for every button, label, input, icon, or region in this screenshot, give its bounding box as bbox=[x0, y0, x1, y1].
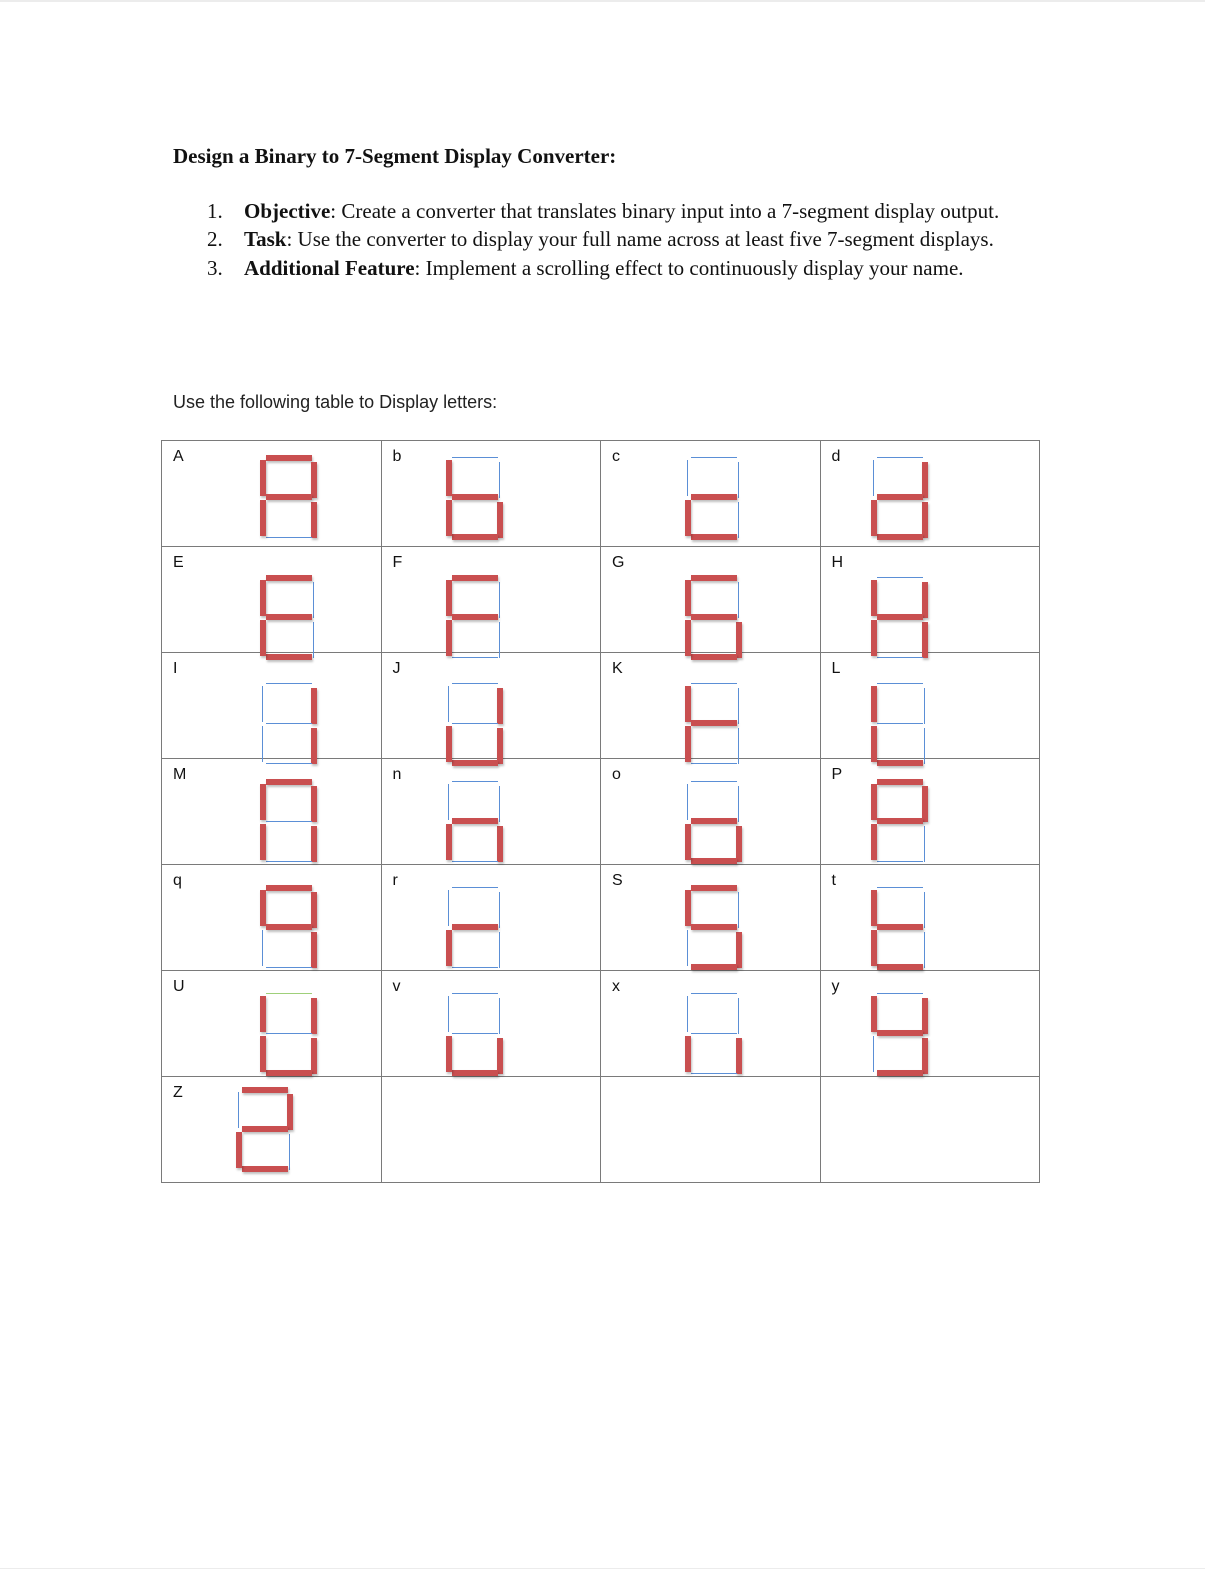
segment-c-on bbox=[736, 826, 742, 862]
segment-g-on bbox=[877, 494, 923, 500]
segment-g-on bbox=[877, 818, 923, 824]
segment-e-on bbox=[260, 1036, 266, 1072]
segment-a-off bbox=[691, 993, 737, 994]
segment-c-on bbox=[736, 1038, 742, 1074]
seven-segment-display bbox=[687, 683, 741, 765]
segment-a-on bbox=[266, 455, 312, 461]
task-label: Task bbox=[244, 227, 287, 251]
seven-segment-display bbox=[262, 577, 316, 659]
letter-label: r bbox=[392, 872, 398, 889]
letter-label: n bbox=[392, 766, 402, 783]
letter-cell-S bbox=[601, 865, 821, 971]
seven-segment-display bbox=[262, 683, 316, 765]
empty-cell bbox=[381, 1077, 601, 1183]
segment-f-off bbox=[873, 460, 874, 496]
segment-b-off bbox=[738, 688, 739, 724]
segment-c-on bbox=[311, 1038, 317, 1074]
letter-label: t bbox=[831, 872, 836, 889]
segment-b-off bbox=[313, 582, 314, 618]
segment-d-on bbox=[691, 858, 737, 864]
letter-cell-c bbox=[601, 441, 821, 547]
segment-f-on bbox=[260, 996, 266, 1032]
segment-e-on bbox=[685, 500, 691, 536]
letter-label: L bbox=[831, 660, 841, 677]
segment-c-on bbox=[311, 826, 317, 862]
segment-b-on bbox=[311, 786, 317, 822]
segment-b-on bbox=[922, 786, 928, 822]
letter-cell-n bbox=[381, 759, 601, 865]
segment-a-off bbox=[691, 457, 737, 458]
segment-g-on bbox=[877, 924, 923, 930]
segment-g-on bbox=[877, 1030, 923, 1036]
table-row bbox=[162, 865, 1040, 971]
seven-segment-display bbox=[873, 781, 927, 863]
seven-segment-display bbox=[873, 683, 927, 765]
segment-a-off bbox=[877, 683, 923, 684]
seven-segment-display bbox=[687, 887, 741, 969]
segment-d-on bbox=[452, 534, 498, 540]
segment-a-off bbox=[691, 781, 737, 782]
segment-e-on bbox=[446, 824, 452, 860]
seven-segment-display bbox=[238, 1089, 292, 1171]
seven-segment-display bbox=[687, 781, 741, 863]
segment-b-off bbox=[499, 786, 500, 822]
segment-b-on bbox=[497, 688, 503, 724]
letter-cell-L bbox=[820, 653, 1040, 759]
segment-b-on bbox=[311, 998, 317, 1034]
segment-e-on bbox=[871, 500, 877, 536]
segment-d-off bbox=[266, 861, 312, 862]
letter-cell-G bbox=[601, 547, 821, 653]
segment-f-off bbox=[687, 460, 688, 496]
letter-cell-U bbox=[162, 971, 382, 1077]
segment-a-off bbox=[877, 993, 923, 994]
segment-a-on bbox=[452, 575, 498, 581]
seven-segment-display bbox=[262, 993, 316, 1075]
empty-cell bbox=[601, 1077, 821, 1183]
segment-f-on bbox=[871, 686, 877, 722]
segment-e-on bbox=[446, 620, 452, 656]
segment-f-off bbox=[687, 784, 688, 820]
segment-g-on bbox=[691, 924, 737, 930]
seven-segment-display bbox=[687, 457, 741, 539]
table-row bbox=[162, 759, 1040, 865]
task-number: 1. bbox=[207, 199, 223, 223]
segment-a-on bbox=[877, 779, 923, 785]
letter-cell-o bbox=[601, 759, 821, 865]
segment-a-off bbox=[266, 683, 312, 684]
letter-cell-t bbox=[820, 865, 1040, 971]
seven-segment-display bbox=[448, 993, 502, 1075]
segment-b-off bbox=[499, 462, 500, 498]
segment-e-on bbox=[685, 726, 691, 762]
seven-segment-display bbox=[873, 993, 927, 1075]
segment-e-on bbox=[446, 500, 452, 536]
segment-a-on bbox=[691, 575, 737, 581]
page-title: Design a Binary to 7-Segment Display Converter: bbox=[173, 144, 617, 168]
task-text: : Create a converter that translates binary input into a 7-segment display output. bbox=[330, 199, 1000, 223]
segment-d-on bbox=[691, 964, 737, 970]
segment-e-on bbox=[871, 726, 877, 762]
segment-d-on bbox=[877, 1070, 923, 1076]
seven-segment-display bbox=[262, 457, 316, 539]
task-number: 2. bbox=[207, 227, 223, 251]
letter-label: F bbox=[392, 554, 403, 571]
letter-cell-x bbox=[601, 971, 821, 1077]
segment-e-on bbox=[446, 726, 452, 762]
segment-f-off bbox=[448, 890, 449, 926]
segment-b-off bbox=[499, 582, 500, 618]
segment-g-off bbox=[452, 723, 498, 724]
task-label: Objective bbox=[244, 199, 331, 223]
segment-g-on bbox=[452, 818, 498, 824]
segment-g-on bbox=[691, 720, 737, 726]
letter-cell-b bbox=[381, 441, 601, 547]
segment-e-off bbox=[873, 1036, 874, 1072]
segment-e-on bbox=[685, 824, 691, 860]
segment-f-on bbox=[260, 580, 266, 616]
segment-b-off bbox=[738, 582, 739, 618]
segment-f-on bbox=[871, 890, 877, 926]
letter-label: q bbox=[173, 872, 182, 889]
segment-e-on bbox=[446, 930, 452, 966]
segment-c-on bbox=[311, 502, 317, 538]
segment-f-on bbox=[260, 784, 266, 820]
task-text: : Implement a scrolling effect to continuously display your name. bbox=[414, 256, 964, 280]
segment-c-on bbox=[497, 502, 503, 538]
segment-e-on bbox=[446, 1036, 452, 1072]
segment-e-on bbox=[260, 620, 266, 656]
segment-g-off bbox=[691, 1033, 737, 1034]
seven-segment-display bbox=[448, 683, 502, 765]
segment-a-off bbox=[452, 993, 498, 994]
segment-b-off bbox=[499, 998, 500, 1034]
table-row bbox=[162, 1077, 1040, 1183]
segment-f-on bbox=[446, 580, 452, 616]
segment-a-off bbox=[452, 887, 498, 888]
segment-f-on bbox=[685, 890, 691, 926]
segment-a-off bbox=[691, 683, 737, 684]
page-top-edge bbox=[0, 0, 1205, 2]
letter-label: A bbox=[173, 448, 184, 465]
table-row bbox=[162, 653, 1040, 759]
letter-cell-v bbox=[381, 971, 601, 1077]
letter-label: G bbox=[612, 554, 625, 571]
segment-b-on bbox=[922, 998, 928, 1034]
segment-d-off bbox=[452, 861, 498, 862]
segment-d-off bbox=[266, 537, 312, 538]
segment-b-off bbox=[738, 998, 739, 1034]
segment-g-on bbox=[452, 924, 498, 930]
letter-label: b bbox=[392, 448, 402, 465]
letter-segment-table bbox=[161, 440, 1040, 1183]
page-bottom-edge bbox=[0, 1568, 1205, 1569]
segment-b-off bbox=[499, 892, 500, 928]
letter-label: y bbox=[831, 978, 840, 995]
segment-b-off bbox=[738, 786, 739, 822]
segment-g-off bbox=[877, 723, 923, 724]
table-row bbox=[162, 547, 1040, 653]
segment-c-off bbox=[738, 502, 739, 538]
segment-d-on bbox=[242, 1166, 288, 1172]
segment-c-off bbox=[924, 826, 925, 862]
segment-g-on bbox=[242, 1126, 288, 1132]
segment-e-on bbox=[685, 1036, 691, 1072]
segment-a-on bbox=[691, 885, 737, 891]
segment-e-off bbox=[687, 930, 688, 966]
task-label: Additional Feature bbox=[244, 256, 415, 280]
letter-label: M bbox=[173, 766, 187, 783]
letter-label: K bbox=[612, 660, 623, 677]
seven-segment-display bbox=[448, 457, 502, 539]
segment-g-on bbox=[691, 494, 737, 500]
letter-label: J bbox=[392, 660, 401, 677]
segment-b-off bbox=[738, 892, 739, 928]
segment-f-on bbox=[260, 890, 266, 926]
segment-d-on bbox=[452, 1070, 498, 1076]
segment-f-off bbox=[448, 784, 449, 820]
letter-cell-I bbox=[162, 653, 382, 759]
letter-cell-J bbox=[381, 653, 601, 759]
segment-d-on bbox=[877, 964, 923, 970]
letter-cell-E bbox=[162, 547, 382, 653]
letter-label: I bbox=[173, 660, 178, 677]
letter-cell-P bbox=[820, 759, 1040, 865]
seven-segment-display bbox=[262, 887, 316, 969]
segment-g-on bbox=[877, 614, 923, 620]
segment-c-off bbox=[289, 1134, 290, 1170]
letter-label: v bbox=[392, 978, 401, 995]
segment-f-off bbox=[238, 1092, 239, 1128]
segment-e-on bbox=[260, 500, 266, 536]
segment-f-off bbox=[448, 996, 449, 1032]
letter-label: c bbox=[612, 448, 620, 465]
segment-e-off bbox=[262, 930, 263, 966]
seven-segment-display bbox=[873, 577, 927, 659]
segment-g-on bbox=[266, 614, 312, 620]
segment-g-off bbox=[452, 1033, 498, 1034]
letter-cell-F bbox=[381, 547, 601, 653]
segment-b-on bbox=[922, 462, 928, 498]
task-item-objective bbox=[205, 198, 1045, 225]
segment-f-on bbox=[446, 460, 452, 496]
segment-c-on bbox=[497, 1038, 503, 1074]
segment-e-on bbox=[685, 620, 691, 656]
segment-a-on bbox=[242, 1087, 288, 1093]
segment-a-off bbox=[452, 781, 498, 782]
letter-cell-r bbox=[381, 865, 601, 971]
task-number: 3. bbox=[207, 256, 223, 280]
segment-a-off bbox=[877, 887, 923, 888]
seven-segment-display bbox=[687, 993, 741, 1075]
segment-f-on bbox=[685, 580, 691, 616]
letter-label: o bbox=[612, 766, 621, 783]
seven-segment-display bbox=[448, 577, 502, 659]
segment-g-off bbox=[266, 723, 312, 724]
segment-c-on bbox=[736, 932, 742, 968]
segment-g-on bbox=[691, 614, 737, 620]
table-intro-text: Use the following table to Display letters: bbox=[173, 392, 498, 412]
segment-f-off bbox=[687, 996, 688, 1032]
segment-e-on bbox=[871, 824, 877, 860]
seven-segment-display bbox=[687, 577, 741, 659]
letter-cell-y bbox=[820, 971, 1040, 1077]
letter-label: H bbox=[831, 554, 844, 571]
letter-cell-K bbox=[601, 653, 821, 759]
segment-e-on bbox=[236, 1132, 242, 1168]
seven-segment-display bbox=[873, 887, 927, 969]
segment-a-on bbox=[266, 575, 312, 581]
segment-b-on bbox=[311, 688, 317, 724]
task-item-task bbox=[205, 226, 1045, 253]
segment-f-on bbox=[260, 460, 266, 496]
segment-c-on bbox=[311, 932, 317, 968]
segment-a-on bbox=[266, 779, 312, 785]
seven-segment-display bbox=[262, 781, 316, 863]
letter-label: d bbox=[831, 448, 841, 465]
segment-d-off bbox=[266, 967, 312, 968]
letter-label: U bbox=[173, 978, 185, 995]
letter-cell-H bbox=[820, 547, 1040, 653]
segment-a-off bbox=[877, 577, 923, 578]
segment-f-on bbox=[871, 580, 877, 616]
segment-e-on bbox=[260, 824, 266, 860]
segment-b-off bbox=[738, 462, 739, 498]
table-row bbox=[162, 971, 1040, 1077]
segment-g-on bbox=[266, 494, 312, 500]
letter-cell-A bbox=[162, 441, 382, 547]
letter-label: Z bbox=[173, 1084, 183, 1101]
table-row bbox=[162, 441, 1040, 547]
letter-cell-M bbox=[162, 759, 382, 865]
seven-segment-display bbox=[448, 887, 502, 969]
segment-b-on bbox=[311, 892, 317, 928]
segment-d-off bbox=[452, 967, 498, 968]
letter-label: E bbox=[173, 554, 184, 571]
segment-f-off bbox=[448, 686, 449, 722]
letter-label: x bbox=[612, 978, 620, 995]
empty-cell bbox=[820, 1077, 1040, 1183]
segment-a-off bbox=[452, 683, 498, 684]
segment-c-off bbox=[924, 932, 925, 968]
segment-g-on bbox=[266, 924, 312, 930]
segment-d-off bbox=[877, 861, 923, 862]
segment-a-off bbox=[877, 457, 923, 458]
task-text: : Use the converter to display your full name across at least five 7-segment displays. bbox=[286, 227, 994, 251]
segment-c-on bbox=[497, 826, 503, 862]
segment-a-off bbox=[266, 993, 312, 994]
segment-c-on bbox=[922, 1038, 928, 1074]
letter-cell-Z bbox=[162, 1077, 382, 1183]
seven-segment-display bbox=[448, 781, 502, 863]
segment-a-off bbox=[452, 457, 498, 458]
letter-label: S bbox=[612, 872, 623, 889]
segment-b-on bbox=[311, 462, 317, 498]
segment-d-off bbox=[691, 1073, 737, 1074]
segment-f-on bbox=[871, 996, 877, 1032]
segment-b-on bbox=[922, 582, 928, 618]
segment-b-off bbox=[924, 688, 925, 724]
segment-d-on bbox=[266, 1070, 312, 1076]
segment-c-off bbox=[499, 932, 500, 968]
segment-f-on bbox=[871, 784, 877, 820]
segment-g-on bbox=[452, 494, 498, 500]
segment-g-on bbox=[452, 614, 498, 620]
segment-e-on bbox=[871, 620, 877, 656]
segment-a-on bbox=[266, 885, 312, 891]
segment-b-on bbox=[287, 1094, 293, 1130]
segment-c-on bbox=[922, 502, 928, 538]
segment-f-on bbox=[685, 686, 691, 722]
segment-g-off bbox=[266, 821, 312, 822]
segment-e-off bbox=[262, 726, 263, 762]
seven-segment-display bbox=[873, 457, 927, 539]
letter-label: P bbox=[831, 766, 843, 783]
letter-cell-q bbox=[162, 865, 382, 971]
segment-d-on bbox=[877, 534, 923, 540]
task-list bbox=[205, 198, 1045, 283]
task-item-additional-feature bbox=[205, 254, 1045, 282]
segment-g-on bbox=[691, 818, 737, 824]
segment-b-off bbox=[924, 892, 925, 928]
segment-d-on bbox=[691, 534, 737, 540]
segment-f-off bbox=[262, 686, 263, 722]
segment-g-off bbox=[266, 1033, 312, 1034]
letter-cell-d bbox=[820, 441, 1040, 547]
segment-e-on bbox=[871, 930, 877, 966]
